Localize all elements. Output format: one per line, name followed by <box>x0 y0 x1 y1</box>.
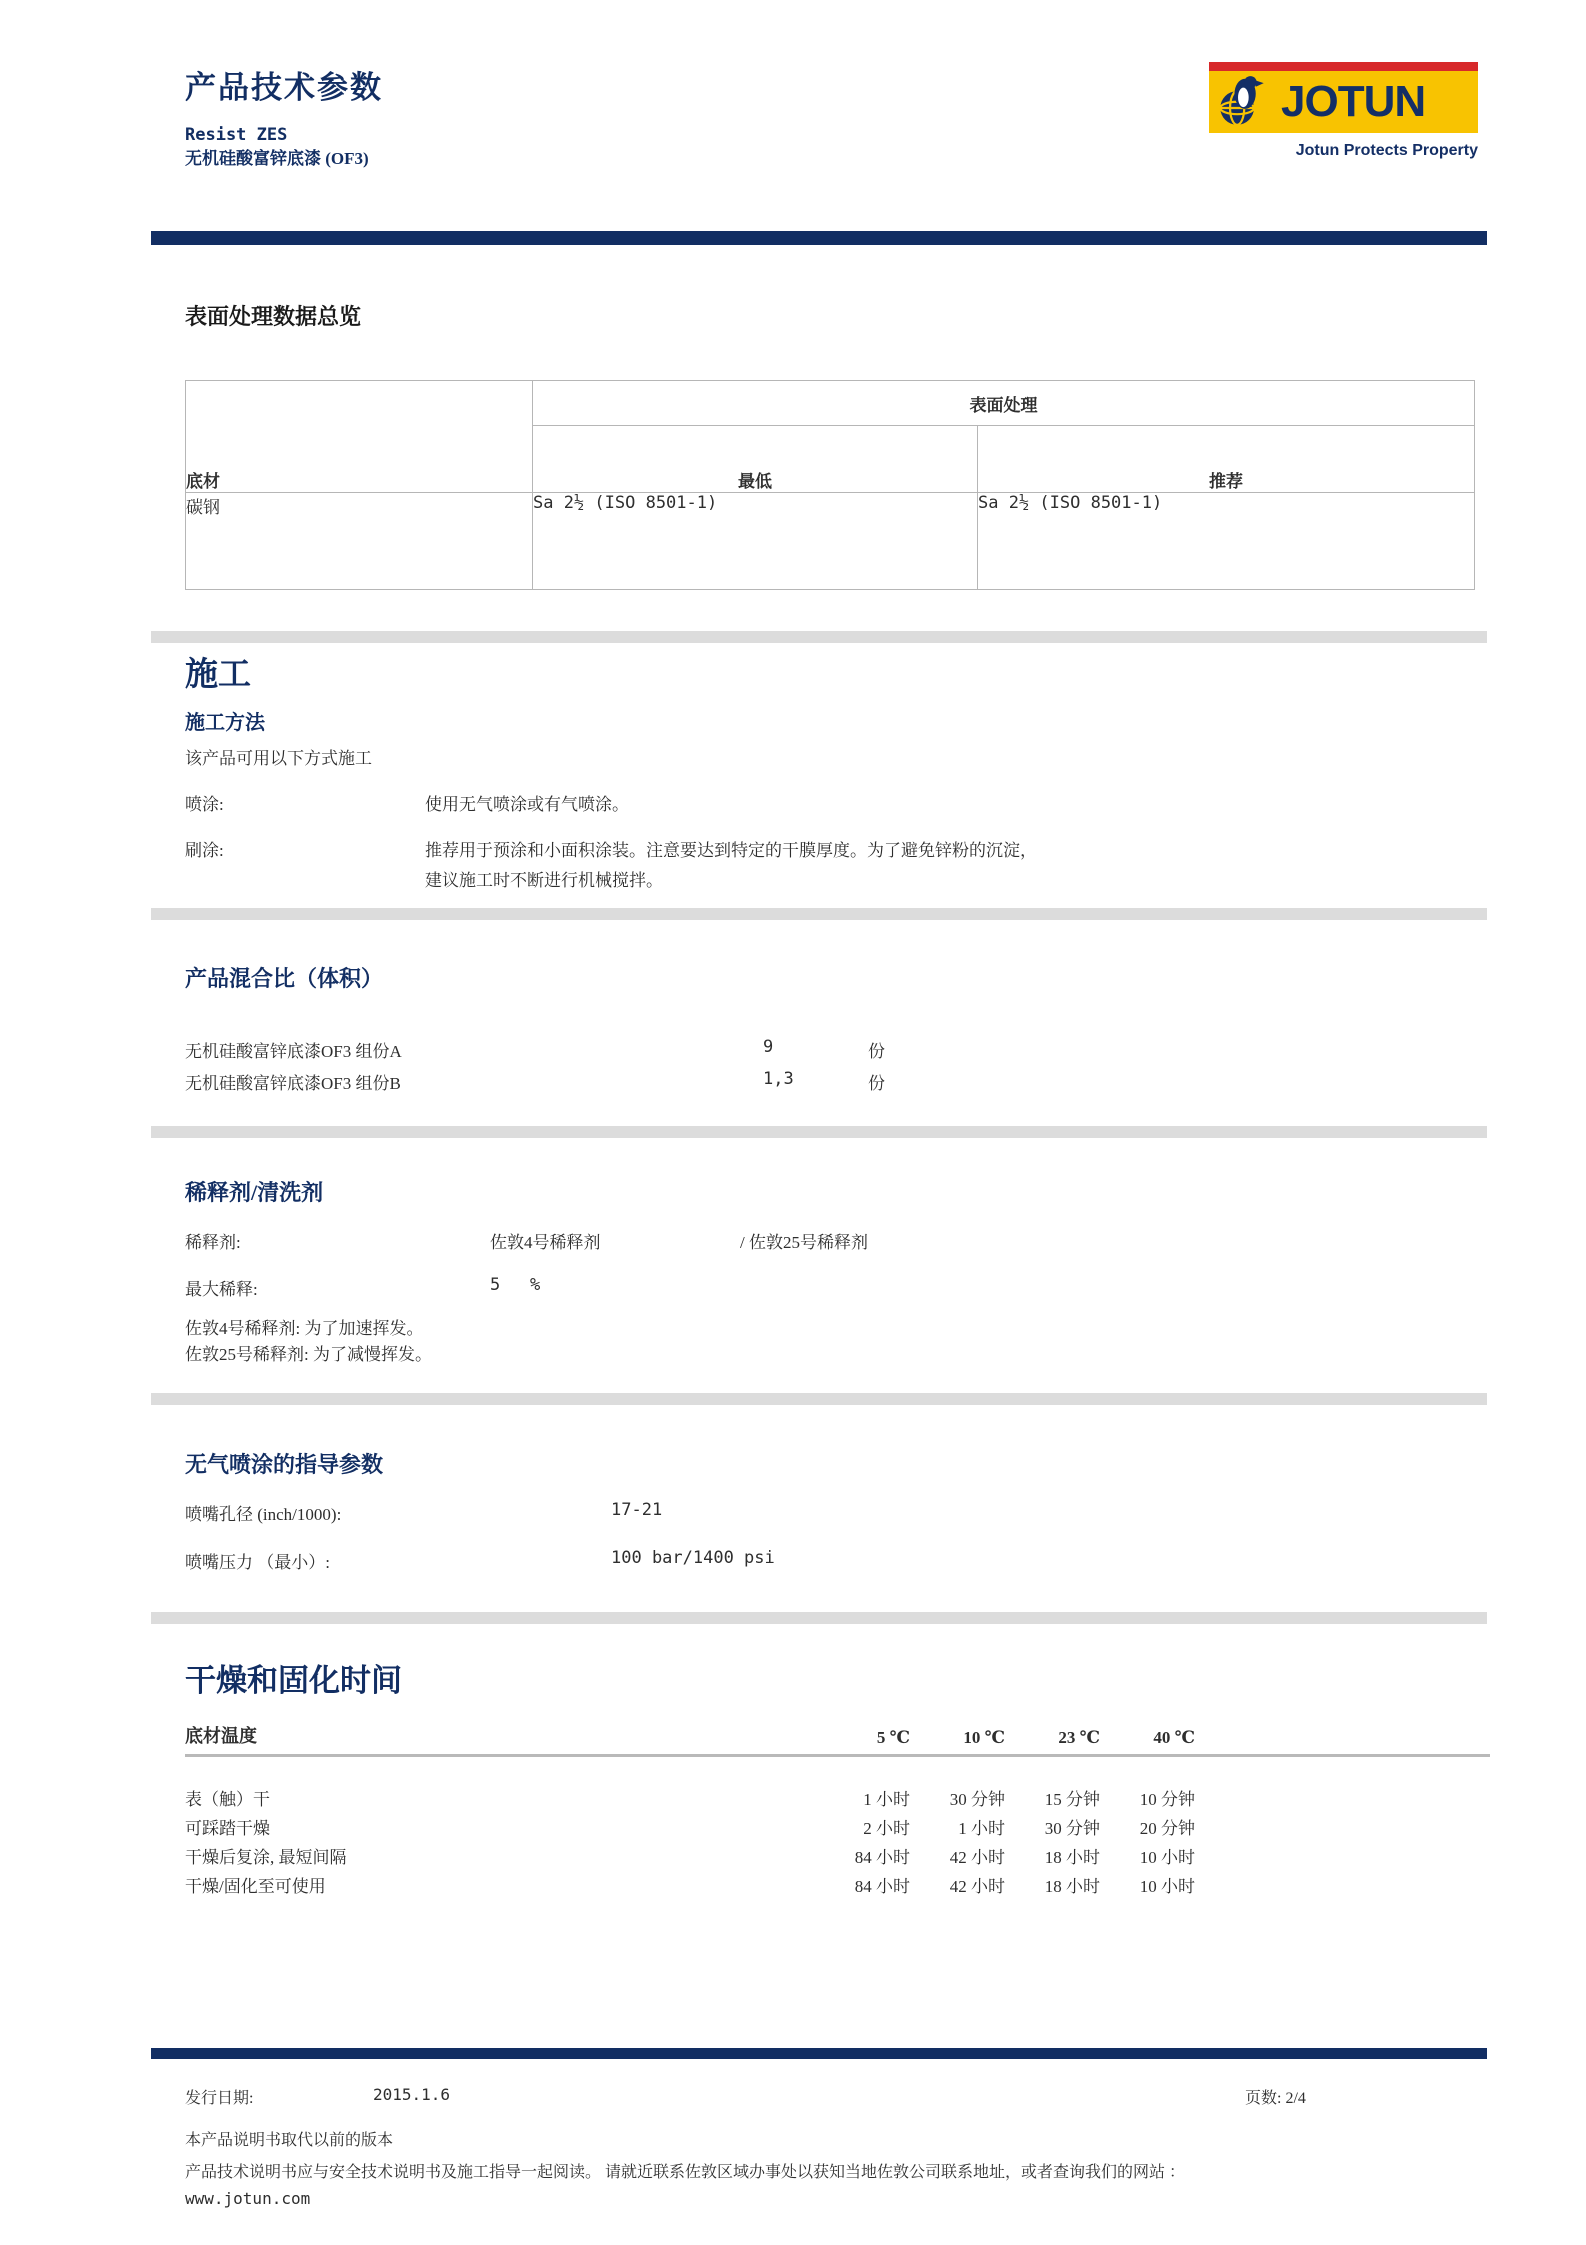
website-url: www.jotun.com <box>185 2189 311 2208</box>
nozzle-size-label: 喷嘴孔径 (inch/1000): <box>185 1505 342 1524</box>
temp-col-10c: 10 ℃ <box>963 1728 1005 1747</box>
cell: 1 小时 <box>863 1790 910 1809</box>
row-label: 干燥/固化至可使用 <box>185 1877 326 1896</box>
cell: 42 小时 <box>949 1848 1005 1867</box>
table-row <box>185 1783 1490 1812</box>
section-separator <box>151 908 1487 920</box>
drying-table-header <box>185 1708 1490 1748</box>
thinner-notes <box>185 1316 432 1368</box>
product-subtitle: 无机硅酸富锌底漆 (OF3) <box>185 149 369 168</box>
method-label: 喷涂: <box>185 795 224 814</box>
recommended-cell: Sa 2½ (ISO 8501-1) <box>978 493 1475 590</box>
table-row <box>185 1841 1490 1870</box>
thinner-value: 佐敦4号稀释剂 <box>490 1233 601 1252</box>
cell: 10 小时 <box>1139 1848 1195 1867</box>
col-header-substrate: 底材 <box>186 381 533 493</box>
max-thinning-unit: % <box>530 1275 541 1295</box>
footer-notes <box>185 2128 1505 2212</box>
temp-col-40c: 40 ℃ <box>1153 1728 1195 1747</box>
logo-tagline: Jotun Protects Property <box>1295 142 1478 159</box>
row-label: 干燥后复涂, 最短间隔 <box>185 1848 347 1867</box>
table-row <box>185 1812 1490 1841</box>
col-header-minimum: 最低 <box>533 426 978 493</box>
cell: 30 分钟 <box>1044 1819 1100 1838</box>
section-separator <box>151 1393 1487 1405</box>
surface-section-title: 表面处理数据总览 <box>185 304 362 329</box>
col-header-recommended: 推荐 <box>978 426 1475 493</box>
mix-label: 无机硅酸富锌底漆OF3 组份B <box>185 1074 401 1093</box>
cell: 20 分钟 <box>1139 1819 1195 1838</box>
cell: 10 小时 <box>1139 1877 1195 1896</box>
footer-meta-row <box>185 2085 1490 2108</box>
temp-col-23c: 23 ℃ <box>1058 1728 1100 1747</box>
cell: 10 分钟 <box>1139 1790 1195 1809</box>
col-header-substrate-temp: 底材温度 <box>185 1726 257 1746</box>
header-divider-bar <box>151 231 1487 245</box>
group-header-surface-treatment: 表面处理 <box>533 381 1475 426</box>
nozzle-size-value: 17-21 <box>611 1500 663 1520</box>
temp-col-5c: 5 ℃ <box>876 1728 910 1747</box>
airless-title: 无气喷涂的指导参数 <box>185 1452 384 1477</box>
footer-note-supersedes: 本产品说明书取代以前的版本 <box>185 2132 394 2149</box>
footer-note-read-with: 产品技术说明书应与安全技术说明书及施工指导一起阅读。 请就近联系佐敦区域办事处以获知当地佐敦公司联系地址，或者查询我们的网站 ： <box>185 2164 1186 2181</box>
section-separator <box>151 1612 1487 1624</box>
product-name: Resist ZES <box>185 125 288 145</box>
cell: 18 小时 <box>1044 1877 1100 1896</box>
thinner-value-2: / 佐敦25号稀释剂 <box>740 1233 868 1252</box>
page-number: 页数: 2/4 <box>1245 2090 1306 2107</box>
cell: 1 小时 <box>958 1819 1005 1838</box>
drying-table <box>185 1708 1490 1899</box>
penguin-globe-icon <box>1215 72 1277 133</box>
mix-ratio-title: 产品混合比（体积） <box>185 966 384 991</box>
application-section-title: 施工 <box>185 657 251 693</box>
drying-section-title: 干燥和固化时间 <box>185 1663 402 1698</box>
issue-date: 2015.1.6 <box>373 2085 451 2104</box>
application-method-title: 施工方法 <box>185 712 265 734</box>
section-separator <box>151 1126 1487 1138</box>
minimum-cell: Sa 2½ (ISO 8501-1) <box>533 493 978 590</box>
cell: 30 分钟 <box>949 1790 1005 1809</box>
jotun-logo <box>1209 62 1478 160</box>
max-thinning-value: 5 <box>490 1275 501 1295</box>
row-label: 可踩踏干燥 <box>185 1819 270 1838</box>
mix-unit: 份 <box>868 1042 885 1061</box>
method-text: 建议施工时不断进行机械搅拌。 <box>425 871 663 890</box>
logo-wordmark: JOTUN <box>1281 77 1426 126</box>
page-title: 产品技术参数 <box>185 70 383 105</box>
mix-value: 9 <box>763 1037 774 1057</box>
logo-red-stripe <box>1209 62 1478 71</box>
mix-label: 无机硅酸富锌底漆OF3 组份A <box>185 1042 402 1061</box>
cell: 15 分钟 <box>1044 1790 1100 1809</box>
section-separator <box>151 631 1487 643</box>
cell: 2 小时 <box>863 1819 910 1838</box>
cell: 84 小时 <box>854 1877 910 1896</box>
method-text: 使用无气喷涂或有气喷涂。 <box>425 795 629 814</box>
cell: 84 小时 <box>854 1848 910 1867</box>
nozzle-pressure-label: 喷嘴压力 （最小）: <box>185 1553 330 1572</box>
thinner-note: 佐敦4号稀释剂: 为了加速挥发。 <box>185 1319 424 1338</box>
table-row <box>185 1870 1490 1899</box>
header-rule <box>185 1754 1490 1757</box>
table-row <box>186 493 1475 590</box>
issue-date-label: 发行日期: <box>185 2090 254 2107</box>
surface-treatment-table <box>185 380 1475 590</box>
mix-value: 1,3 <box>763 1069 794 1089</box>
method-label: 刷涂: <box>185 841 224 860</box>
thinner-title: 稀释剂/清洗剂 <box>185 1180 324 1205</box>
cell: 42 小时 <box>949 1877 1005 1896</box>
row-label: 表（触）干 <box>185 1790 270 1809</box>
nozzle-pressure-value: 100 bar/1400 psi <box>611 1548 775 1568</box>
method-text: 推荐用于预涂和小面积涂装。注意要达到特定的干膜厚度。为了避免锌粉的沉淀， <box>425 841 1037 860</box>
method-intro: 该产品可用以下方式施工 <box>185 749 372 768</box>
max-thinning-label: 最大稀释: <box>185 1280 258 1299</box>
thinner-note: 佐敦25号稀释剂: 为了减慢挥发。 <box>185 1345 432 1364</box>
cell: 18 小时 <box>1044 1848 1100 1867</box>
substrate-cell: 碳钢 <box>186 493 533 590</box>
mix-unit: 份 <box>868 1074 885 1093</box>
footer-divider-bar <box>151 2048 1487 2059</box>
thinner-label: 稀释剂: <box>185 1233 241 1252</box>
